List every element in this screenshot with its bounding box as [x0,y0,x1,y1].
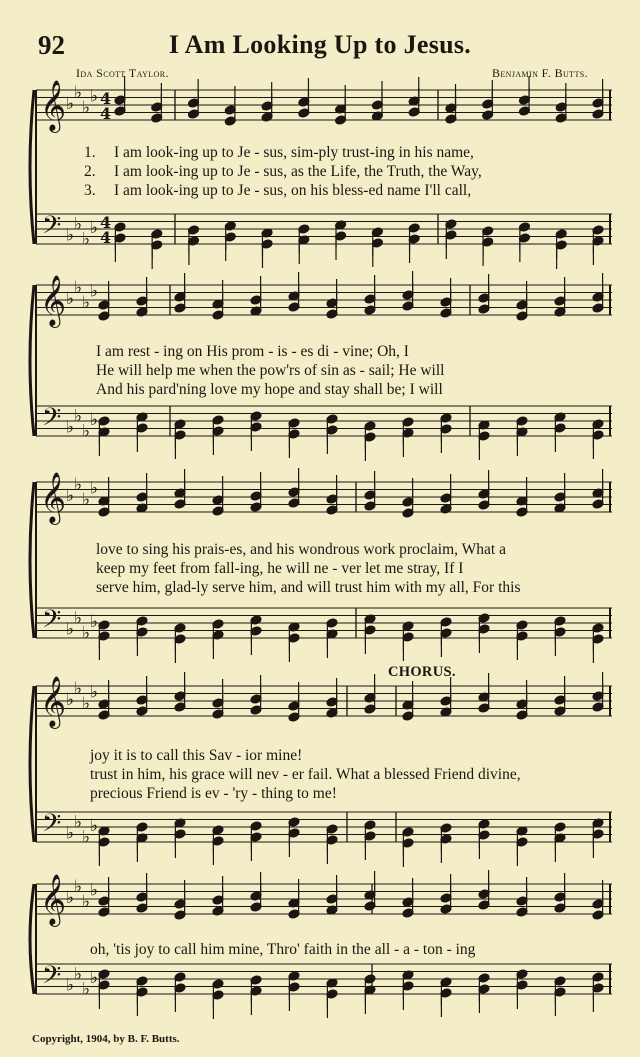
note [151,240,163,269]
lyric-line: He will help me when the pow'rs of sin as - sail; He will [96,362,445,379]
chorus-label: CHORUS. [388,664,456,680]
note [224,232,236,261]
note [592,829,604,858]
flat-icon: ♭ [74,876,83,897]
verse-number: 1. [84,144,96,161]
staff [36,964,612,994]
system-brace [30,482,34,638]
time-signature: 4 [100,213,112,232]
treble-clef-icon: 𝄞 [40,676,67,727]
note [402,981,414,1010]
note [98,837,110,866]
verse-number: 2. [84,163,96,180]
flat-icon: ♭ [66,417,75,438]
note [364,625,376,654]
note [516,427,528,456]
flat-icon: ♭ [90,478,99,499]
system-brace [30,90,34,244]
bass-clef-icon: 𝄢 [42,403,62,438]
lyric-line: 2. I am look-ing up to Je - sus, as the Life, the Truth, the Way, [84,163,482,180]
hymn-title: I Am Looking Up to Jesus. [168,30,472,59]
flat-icon: ♭ [66,94,75,114]
note [298,235,310,264]
note [555,240,567,269]
flat-icon: ♭ [74,474,83,495]
flat-icon: ♭ [74,82,83,103]
flat-icon: ♭ [90,86,99,107]
note [402,632,414,661]
flat-icon: ♭ [66,289,75,309]
lyrics-system-2 [96,342,624,399]
note [554,627,566,656]
flat-icon: ♭ [90,816,99,836]
hymn-number: 92 [38,30,65,60]
flat-icon: ♭ [66,619,75,640]
flat-icon: ♭ [74,214,83,235]
lyric-line: 1. I am look-ing up to Je - sus, sim-ply trust-ing in his name, [84,144,474,161]
note [364,432,376,461]
note [364,985,376,1014]
bass-clef-icon: 𝄢 [42,809,62,844]
flat-icon: ♭ [82,489,91,510]
flat-icon: ♭ [74,812,83,833]
flat-icon: ♭ [90,281,99,302]
time-signature: 4 [100,104,112,123]
lyric-line: And his pard'ning love my hope and stay shall be; I will [96,381,443,398]
flat-icon: ♭ [82,292,91,313]
note [212,990,224,1019]
lyrics-system-1 [84,143,612,200]
flat-icon: ♭ [82,97,91,118]
note [326,425,338,454]
flat-icon: ♭ [90,612,99,632]
note [519,233,531,262]
note [250,986,262,1015]
note [326,835,338,864]
flat-icon: ♭ [74,608,83,629]
lyric-line: joy it is to call this Sav - ior mine! [90,747,303,764]
note [516,631,528,660]
lyrics-system-3 [96,540,624,597]
composer-credit: Benjamin F. Butts. [491,66,588,80]
note [371,238,383,267]
flat-icon: ♭ [82,827,91,848]
note [592,236,604,265]
note [402,428,414,457]
treble-clef-icon: 𝄞 [40,275,67,326]
lyric-line: keep my feet from fall-ing, he will ne - ver let me stray, If I [96,560,464,577]
note [98,631,110,660]
note [516,837,528,866]
note [554,423,566,452]
flat-icon: ♭ [66,486,75,506]
flat-icon: ♭ [66,225,75,246]
note [212,836,224,865]
flat-icon: ♭ [66,888,75,908]
system-brace [30,884,34,994]
lyric-line: oh, 'tis joy to call him mine, Thro' faith in the all - a - ton - ing [90,941,476,958]
note [98,427,110,456]
note [212,426,224,455]
system-brace [30,285,34,436]
note [136,833,148,862]
flat-icon: ♭ [90,880,99,901]
note [402,838,414,867]
flat-icon: ♭ [74,277,83,298]
note [114,233,126,262]
staff [36,482,612,512]
note [326,989,338,1018]
staff [36,812,612,842]
note [478,984,490,1013]
flat-icon: ♭ [66,823,75,844]
flat-icon: ♭ [82,693,91,714]
flat-icon: ♭ [66,975,75,996]
note [482,237,494,266]
note [288,429,300,458]
staff [36,90,612,120]
note [592,634,604,663]
note [250,626,262,655]
note [212,630,224,659]
verse-number: 3. [84,182,96,199]
flat-icon: ♭ [90,218,99,238]
bass-clef-icon: 𝄢 [42,961,62,996]
note [288,633,300,662]
note [288,982,300,1011]
flat-icon: ♭ [90,968,99,988]
lyric-line: precious Friend is ev - 'ry - thing to me! [90,785,337,802]
note [592,430,604,459]
note [408,234,420,263]
note [174,829,186,858]
treble-clef-icon: 𝄞 [40,80,67,131]
note [136,423,148,452]
flat-icon: ♭ [90,410,99,430]
note [364,831,376,860]
flat-icon: ♭ [74,406,83,427]
note [335,231,347,260]
system-brace [30,686,34,842]
note [478,431,490,460]
flat-icon: ♭ [90,682,99,703]
flat-icon: ♭ [74,678,83,699]
note [440,424,452,453]
note [440,834,452,863]
flat-icon: ♭ [82,891,91,912]
flat-icon: ♭ [82,623,91,644]
note [592,983,604,1012]
note [554,833,566,862]
lyrics-system-5 [90,940,618,959]
bass-clef-icon: 𝄢 [42,211,62,246]
lyric-line: trust in him, his grace will nev - er fail. What a blessed Friend divine, [90,766,521,783]
flat-icon: ♭ [82,229,91,250]
note [326,629,338,658]
flat-icon: ♭ [66,690,75,710]
flat-icon: ♭ [74,964,83,985]
note [440,988,452,1017]
note [136,627,148,656]
flat-icon: ♭ [82,979,91,1000]
note [188,236,200,265]
note [554,987,566,1016]
time-signature: 4 [100,89,112,108]
note [250,832,262,861]
lyric-line: I am rest - ing on His prom - is - es di - vine; Oh, I [96,343,409,360]
lyrics-system-4 [90,746,618,803]
bass-clef-icon: 𝄢 [42,605,62,640]
lyric-line: serve him, glad-ly serve him, and will trust him with my all, For this [96,579,521,596]
staff [36,285,612,315]
lyricist-credit: Ida Scott Taylor. [76,66,169,80]
flat-icon: ♭ [82,421,91,442]
copyright-notice: Copyright, 1904, by B. F. Butts. [32,1033,180,1045]
note [174,430,186,459]
lyric-line: love to sing his prais-es, and his wondrous work proclaim, What a [96,541,506,558]
treble-clef-icon: 𝄞 [40,874,67,925]
treble-clef-icon: 𝄞 [40,472,67,523]
note [261,239,273,268]
note [174,634,186,663]
lyric-line: 3. I am look-ing up to Je - sus, on his bless-ed name I'll call, [84,182,472,199]
note [478,830,490,859]
note [174,983,186,1012]
note [136,987,148,1016]
time-signature: 4 [100,228,112,247]
note [440,628,452,657]
